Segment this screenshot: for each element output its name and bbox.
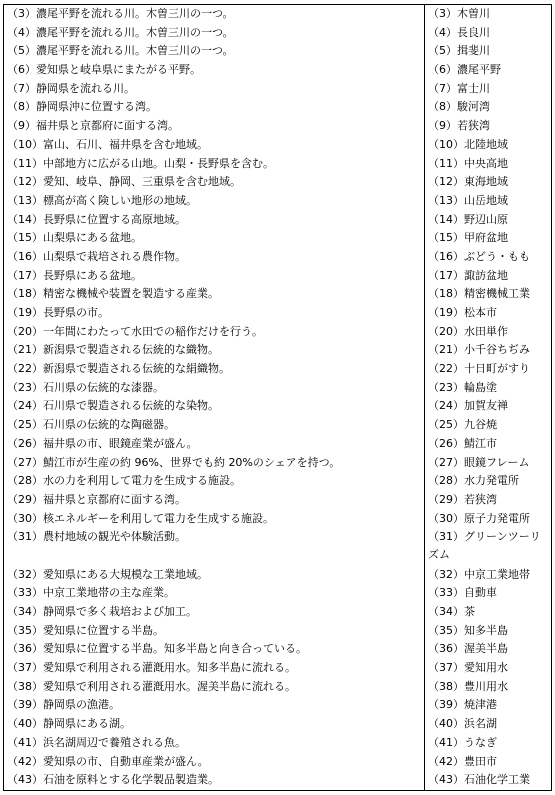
question-cell: （30）核エネルギーを利用して電力を生成する施設。	[4, 510, 425, 529]
answer-cell: （17）諏訪盆地	[425, 267, 552, 286]
table-row	[4, 584, 552, 603]
question-cell: （20）一年間にわたって水田での稲作だけを行う。	[4, 323, 425, 342]
question-cell: （12）愛知、岐阜、静岡、三重県を含む地域。	[4, 173, 425, 192]
table-row	[4, 136, 552, 155]
answer-cell: （25）九谷焼	[425, 416, 552, 435]
question-cell: （21）新潟県で製造される伝統的な織物。	[4, 341, 425, 360]
answer-cell: （36）渥美半島	[425, 640, 552, 659]
question-cell: （29）福井県と京都府に面する湾。	[4, 491, 425, 510]
question-cell: （19）長野県の市。	[4, 304, 425, 323]
answer-cell: （24）加賀友禅	[425, 397, 552, 416]
answer-cell: （6）濃尾平野	[425, 61, 552, 80]
answer-cell: （8）駿河湾	[425, 98, 552, 117]
table-row	[4, 603, 552, 622]
table-row	[4, 98, 552, 117]
table-row	[4, 454, 552, 473]
answer-cell: （20）水田単作	[425, 323, 552, 342]
question-cell: （17）長野県にある盆地。	[4, 267, 425, 286]
question-cell: （31）農村地域の観光や体験活動。	[4, 528, 425, 565]
question-cell: （25）石川県の伝統的な陶磁器。	[4, 416, 425, 435]
answer-cell: （12）東海地域	[425, 173, 552, 192]
table-row	[4, 304, 552, 323]
answer-cell: （28）水力発電所	[425, 472, 552, 491]
table-row	[4, 753, 552, 772]
question-cell: （15）山梨県にある盆地。	[4, 229, 425, 248]
question-cell: （28）水の力を利用して電力を生成する施設。	[4, 472, 425, 491]
table-row	[4, 640, 552, 659]
table-row	[4, 42, 552, 61]
table-row	[4, 510, 552, 529]
answer-cell: （38）豊川用水	[425, 678, 552, 697]
question-cell: （3）濃尾平野を流れる川。木曽三川の一つ。	[4, 5, 425, 24]
answer-cell: （35）知多半島	[425, 622, 552, 641]
question-cell: （39）静岡県の漁港。	[4, 696, 425, 715]
table-row	[4, 285, 552, 304]
question-cell: （8）静岡県沖に位置する湾。	[4, 98, 425, 117]
question-cell: （4）濃尾平野を流れる川。木曽三川の一つ。	[4, 24, 425, 43]
table-row	[4, 379, 552, 398]
answer-cell: （11）中央高地	[425, 155, 552, 174]
answer-cell: （4）長良川	[425, 24, 552, 43]
table-row	[4, 696, 552, 715]
answer-cell: （19）松本市	[425, 304, 552, 323]
answer-cell: （34）茶	[425, 603, 552, 622]
table-row	[4, 5, 552, 24]
table-row	[4, 267, 552, 286]
answer-cell: （27）眼鏡フレーム	[425, 454, 552, 473]
table-row	[4, 24, 552, 43]
question-cell: （11）中部地方に広がる山地。山梨・長野県を含む。	[4, 155, 425, 174]
question-answer-table	[3, 4, 552, 791]
answer-cell: （21）小千谷ちぢみ	[425, 341, 552, 360]
question-cell: （38）愛知県で利用される灌漑用水。渥美半島に流れる。	[4, 678, 425, 697]
table-row	[4, 435, 552, 454]
question-cell: （13）標高が高く険しい地形の地域。	[4, 192, 425, 211]
question-cell: （9）福井県と京都府に面する湾。	[4, 117, 425, 136]
table-row	[4, 472, 552, 491]
answer-cell: （22）十日町がすり	[425, 360, 552, 379]
answer-cell: （33）自動車	[425, 584, 552, 603]
answer-cell: （32）中京工業地帯	[425, 566, 552, 585]
question-cell: （36）愛知県に位置する半島。知多半島と向き合っている。	[4, 640, 425, 659]
table-row	[4, 715, 552, 734]
answer-cell: （39）焼津港	[425, 696, 552, 715]
question-cell: （37）愛知県で利用される灌漑用水。知多半島に流れる。	[4, 659, 425, 678]
question-cell: （7）静岡県を流れる川。	[4, 80, 425, 99]
table-row	[4, 192, 552, 211]
answer-cell: （41）うなぎ	[425, 734, 552, 753]
answer-cell: （3）木曽川	[425, 5, 552, 24]
table-row	[4, 341, 552, 360]
table-row	[4, 117, 552, 136]
table-row	[4, 771, 552, 790]
table-row	[4, 155, 552, 174]
table-row	[4, 397, 552, 416]
table-row	[4, 360, 552, 379]
table-row	[4, 248, 552, 267]
answer-cell: （15）甲府盆地	[425, 229, 552, 248]
table-row	[4, 229, 552, 248]
question-cell: （41）浜名湖周辺で養殖される魚。	[4, 734, 425, 753]
table-row	[4, 80, 552, 99]
table-row	[4, 61, 552, 80]
table-row	[4, 491, 552, 510]
table-row	[4, 416, 552, 435]
answer-cell: （14）野辺山原	[425, 211, 552, 230]
answer-cell: （30）原子力発電所	[425, 510, 552, 529]
table-row	[4, 659, 552, 678]
answer-cell: （13）山岳地域	[425, 192, 552, 211]
question-cell: （6）愛知県と岐阜県にまたがる平野。	[4, 61, 425, 80]
table-row	[4, 323, 552, 342]
question-cell: （23）石川県の伝統的な漆器。	[4, 379, 425, 398]
table-row	[4, 528, 552, 565]
answer-cell: （40）浜名湖	[425, 715, 552, 734]
table-row	[4, 173, 552, 192]
answer-cell: （10）北陸地域	[425, 136, 552, 155]
question-cell: （26）福井県の市、眼鏡産業が盛ん。	[4, 435, 425, 454]
question-cell: （10）富山、石川、福井県を含む地域。	[4, 136, 425, 155]
answer-cell: （29）若狭湾	[425, 491, 552, 510]
table-row	[4, 734, 552, 753]
question-cell: （34）静岡県で多く栽培および加工。	[4, 603, 425, 622]
question-cell: （42）愛知県の市、自動車産業が盛ん。	[4, 753, 425, 772]
question-cell: （5）濃尾平野を流れる川。木曽三川の一つ。	[4, 42, 425, 61]
answer-cell: （9）若狭湾	[425, 117, 552, 136]
answer-cell: （31）グリーンツーリズム	[425, 528, 552, 565]
answer-cell: （18）精密機械工業	[425, 285, 552, 304]
answer-cell: （37）愛知用水	[425, 659, 552, 678]
answer-cell: （26）鯖江市	[425, 435, 552, 454]
question-cell: （43）石油を原料とする化学製品製造業。	[4, 771, 425, 790]
table-row	[4, 211, 552, 230]
table-body	[4, 5, 552, 791]
question-cell: （18）精密な機械や装置を製造する産業。	[4, 285, 425, 304]
question-cell: （35）愛知県に位置する半島。	[4, 622, 425, 641]
question-cell: （27）鯖江市が生産の約 96%、世界でも約 20%のシェアを持つ。	[4, 454, 425, 473]
question-cell: （14）長野県に位置する高原地域。	[4, 211, 425, 230]
table-row	[4, 678, 552, 697]
answer-cell: （23）輪島塗	[425, 379, 552, 398]
answer-cell: （5）揖斐川	[425, 42, 552, 61]
question-cell: （40）静岡県にある湖。	[4, 715, 425, 734]
table-row	[4, 622, 552, 641]
question-cell: （33）中京工業地帯の主な産業。	[4, 584, 425, 603]
question-cell: （24）石川県で製造される伝統的な染物。	[4, 397, 425, 416]
answer-cell: （42）豊田市	[425, 753, 552, 772]
question-cell: （16）山梨県で栽培される農作物。	[4, 248, 425, 267]
question-cell: （22）新潟県で製造される伝統的な絹織物。	[4, 360, 425, 379]
answer-cell: （16）ぶどう・もも	[425, 248, 552, 267]
question-cell: （32）愛知県にある大規模な工業地域。	[4, 566, 425, 585]
answer-cell: （7）富士川	[425, 80, 552, 99]
answer-cell: （43）石油化学工業	[425, 771, 552, 790]
table-row	[4, 566, 552, 585]
